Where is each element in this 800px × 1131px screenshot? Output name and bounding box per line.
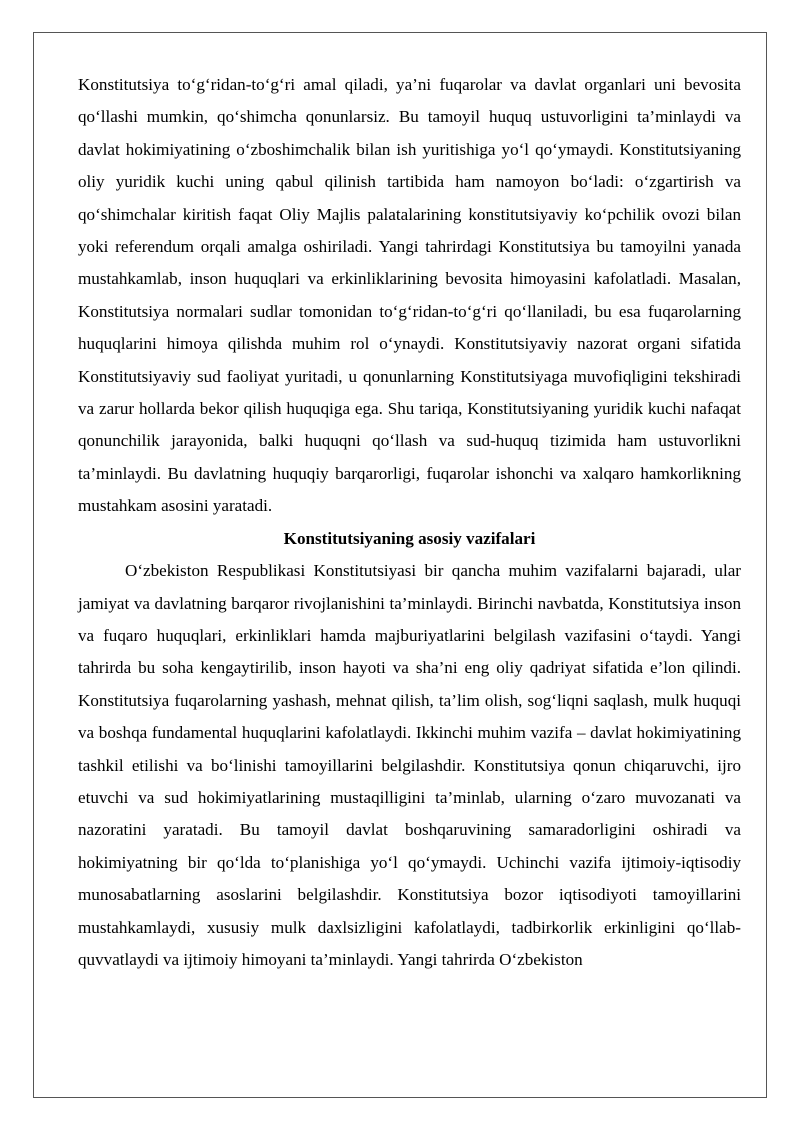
body-paragraph: Konstitutsiya to‘g‘ridan-to‘g‘ri amal qiladi, ya’ni fuqarolar va davlat organlari uni bevosita qo‘llashi mumkin, qo‘shimcha qonunlarsiz. Bu tamoyil huquq ustuvorligini ta’minlaydi va davlat hokimiyatining o‘zboshimchalik bilan ish yuritishiga yo‘l qo‘ymaydi. Konstitutsiyaning oliy yuridik kuchi uning qabul qilinish tartibida ham namoyon bo‘ladi: o‘zgartirish va qo‘shimchalar kiritish faqat Oliy Majlis palatalarining konstitutsiyaviy ko‘pchilik ovozi bilan yoki referendum orqali amalga oshiriladi. Yangi tahrirdagi Konstitutsiya bu tamoyilni yanada mustahkamlab, inson huquqlari va erkinliklarining bevosita himoyasini kafolatladi. Masalan, Konstitutsiya normalari sudlar tomonidan to‘g‘ridan-to‘g‘ri qo‘llaniladi, bu esa fuqarolarning huquqlarini himoya qilishda muhim rol o‘ynaydi. Konstitutsiyaviy nazorat organi sifatida Konstitutsiyaviy sud faoliyat yuritadi, u qonunlarning Konstitutsiyaga muvofiqligini tekshiradi va zarur hollarda bekor qilish huquqiga ega. Shu tariqa, Konstitutsiyaning yuridik kuchi nafaqat qonunchilik jarayonida, balki huquqni qo‘llash va sud-huquq tizimida ham ustuvorlikni ta’minlaydi. Bu davlatning huquqiy barqarorligi, fuqarolar ishonchi va xalqaro hamkorlikning mustahkam asosini yaratadi.	[78, 75, 741, 516]
section-heading: Konstitutsiyaning asosiy vazifalari	[283, 528, 536, 548]
body-paragraph: O‘zbekiston Respublikasi Konstitutsiyasi bir qancha muhim vazifalarni bajaradi, ular jamiyat va davlatning barqaror rivojlanishini ta’minlaydi. Birinchi navbatda, Konstitutsiya inson va fuqaro huquqlari, erkinliklari hamda majburiyatlarini belgilash vazifasini o‘taydi. Yangi tahrirda bu soha kengaytirilib, inson hayoti va sha’ni eng oliy qadriyat sifatida e’lon qilindi. Konstitutsiya fuqarolarning yashash, mehnat qilish, ta’lim olish, sog‘liqni saqlash, mulk huquqi va boshqa fundamental huquqlarini kafolatlaydi. Ikkinchi muhim vazifa – davlat hokimiyatining tashkil etilishi va bo‘linishi tamoyillarini belgilashdir. Konstitutsiya qonun chiqaruvchi, ijro etuvchi va sud hokimiyatlarining mustaqilligini ta’minlab, ularning o‘zaro muvozanati va nazoratini yaratadi. Bu tamoyil davlat boshqaruvining samaradorligini oshiradi va hokimiyatning bir qo‘lda to‘planishiga yo‘l qo‘ymaydi. Uchinchi vazifa ijtimoiy-iqtisodiy munosabatlarning asoslarini belgilashdir. Konstitutsiya bozor iqtisodiyoti tamoyillarini mustahkamlaydi, xususiy mulk daxlsizligini kafolatlaydi, tadbirkorlik erkinligini qo‘llab-quvvatlaydi va ijtimoiy himoyani ta’minlaydi. Yangi tahrirda O‘zbekiston	[78, 561, 741, 969]
document-body	[78, 69, 741, 976]
